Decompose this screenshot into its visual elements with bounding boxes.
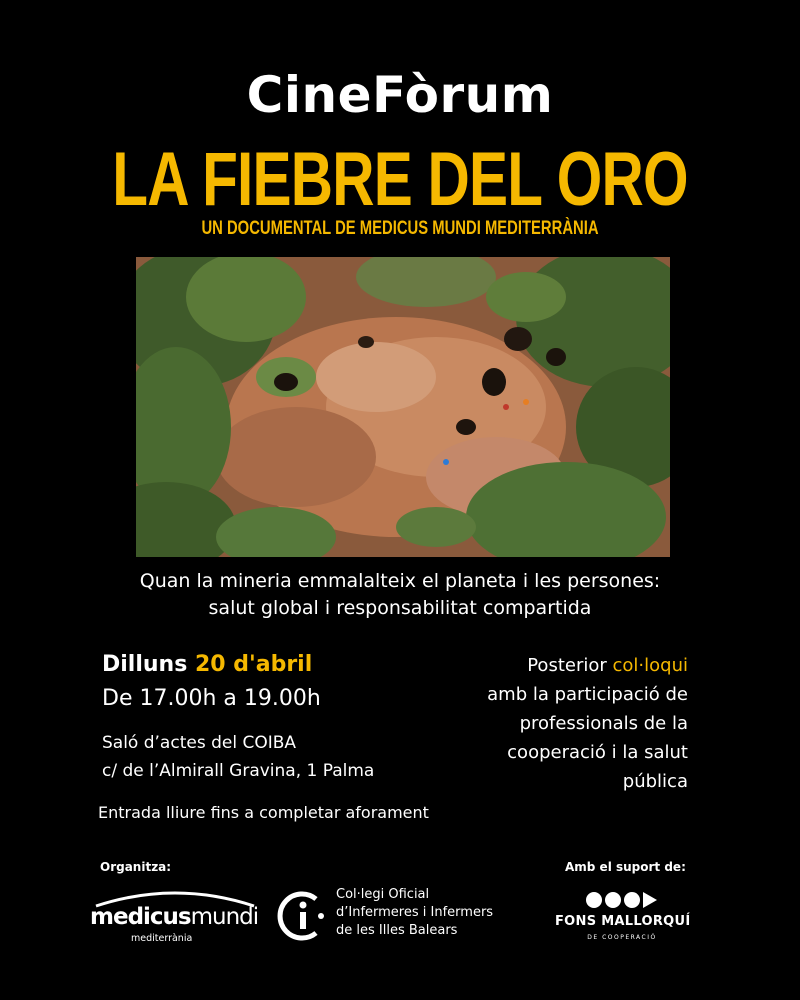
medicus-mundi-subtitle: mediterrània: [131, 933, 193, 944]
after-talk-line-2: amb la participació de: [487, 684, 688, 705]
after-talk-prefix: Posterior: [527, 655, 607, 676]
cineforum-brand: CineFòrum: [246, 66, 554, 124]
coiba-line-3: de les Illes Balears: [336, 923, 458, 938]
after-talk-info: [430, 651, 688, 796]
after-talk-highlight: col·loqui: [612, 655, 688, 676]
film-subtitle: UN DOCUMENTAL DE MEDICUS MUNDI MEDITERRÀNIA: [201, 218, 599, 239]
event-day: Dilluns: [102, 652, 188, 677]
film-title: LA FIEBRE DEL ORO: [112, 137, 688, 222]
support-label: Amb el suport de:: [565, 860, 686, 874]
medicus-bold: medicus: [90, 904, 191, 930]
fons-mallorqui-subtitle: DE COOPERACIÓ: [587, 934, 657, 941]
venue-line-1: Saló d’actes del COIBA: [102, 733, 297, 753]
coiba-name: [336, 886, 493, 940]
event-date-highlight: 20 d'abril: [194, 652, 313, 677]
tagline: [0, 568, 800, 622]
venue-line-2: c/ de l’Almirall Gravina, 1 Palma: [102, 761, 375, 781]
after-talk-line-3: professionals de la: [519, 713, 688, 734]
entry-note: Entrada lliure fins a completar aforament: [98, 803, 429, 822]
coiba-line-2: d’Infermeres i Infermers: [336, 905, 494, 920]
tagline-line-1: Quan la mineria emmalalteix el planeta i les persones:: [139, 570, 661, 592]
fons-mallorqui-name: FONS MALLORQUÍ: [555, 914, 691, 929]
coiba-logo-icon: [276, 890, 328, 942]
coiba-line-1: Col·legi Oficial: [336, 887, 430, 902]
organizer-label: Organitza:: [100, 860, 172, 874]
after-talk-line-4: cooperació i la salut: [507, 742, 688, 763]
after-talk-line-1: [430, 651, 688, 680]
medicus-light: mundi: [190, 904, 259, 930]
event-date: [102, 652, 312, 677]
medicus-mundi-wordmark: [90, 904, 258, 930]
event-venue: [102, 729, 374, 785]
event-time: De 17.00h a 19.00h: [102, 686, 321, 711]
aerial-photo-illustration: [136, 257, 670, 557]
fons-mallorqui-logo: [555, 888, 689, 948]
after-talk-line-5: pública: [622, 771, 688, 792]
tagline-line-2: salut global i responsabilitat compartida: [208, 597, 592, 619]
aerial-mining-photo: [136, 257, 670, 557]
fons-mallorqui-dots-icon: [585, 890, 661, 910]
medicus-mundi-logo: [90, 888, 260, 948]
